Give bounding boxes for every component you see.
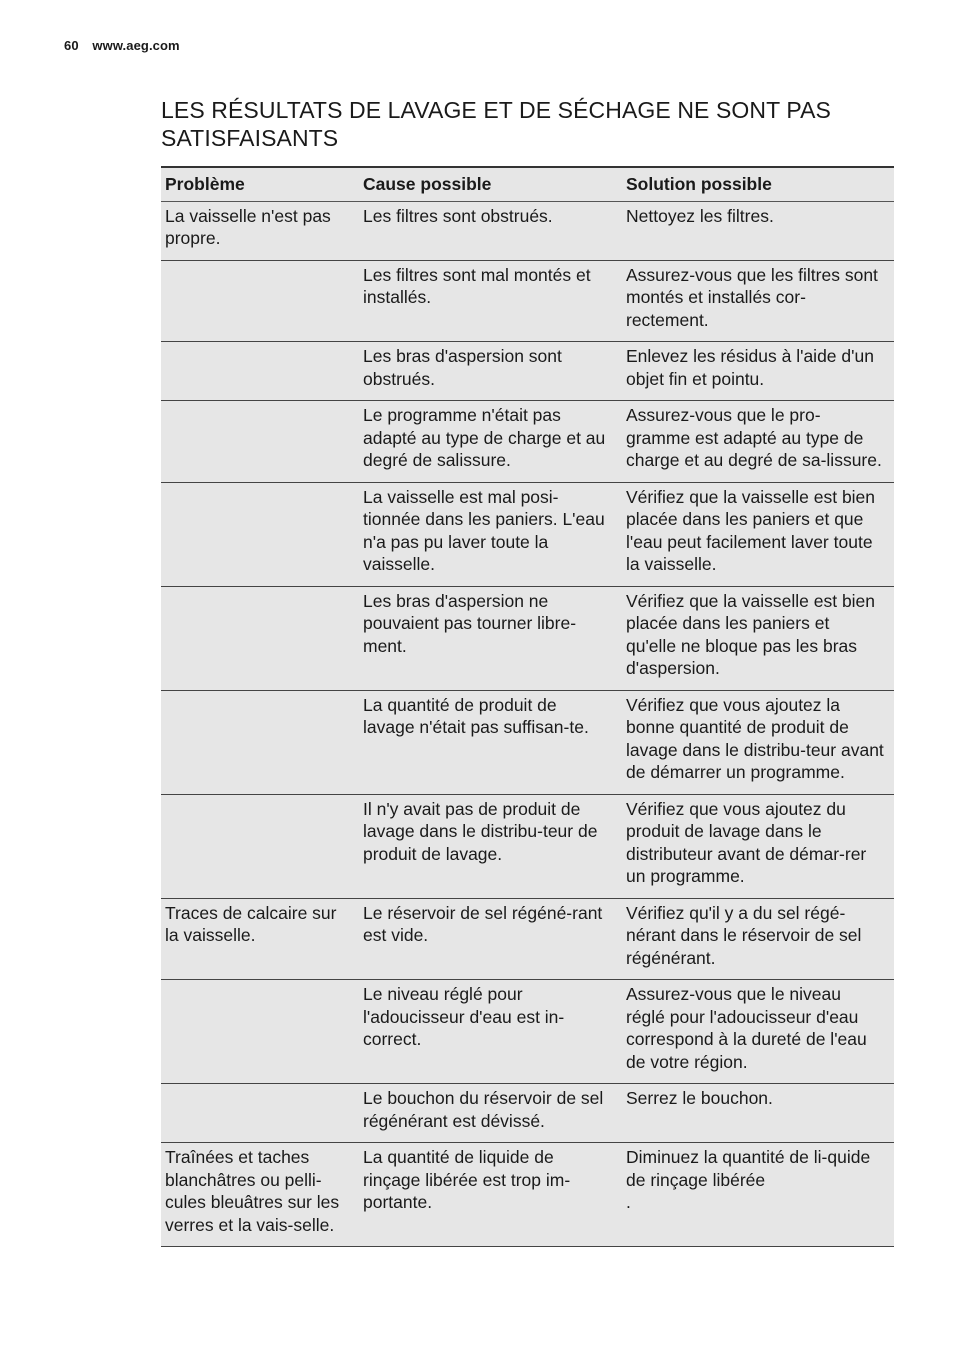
column-header-problem: Problème [161,167,359,201]
cell-cause: La vaisselle est mal posi-tionnée dans les paniers. L'eau n'a pas pu laver toute la vaisselle. [359,482,622,586]
cell-cause: Le réservoir de sel régéné-rant est vide. [359,898,622,980]
cell-problem [161,1084,359,1143]
table-row [161,690,894,794]
cell-cause: Les bras d'aspersion sont obstrués. [359,342,622,401]
table-row [161,586,894,690]
cell-problem: Traces de calcaire sur la vaisselle. [161,898,359,980]
table-row [161,342,894,401]
cell-cause: Les filtres sont mal montés et installés. [359,260,622,342]
cell-solution: Assurez-vous que le pro-gramme est adapté au type de charge et au degré de sa-lissure. [622,401,894,483]
cell-problem [161,794,359,898]
cell-problem: La vaisselle n'est pas propre. [161,201,359,260]
table-row [161,1143,894,1247]
cell-problem [161,342,359,401]
cell-solution: Assurez-vous que les filtres sont montés et installés cor-rectement. [622,260,894,342]
cell-problem [161,401,359,483]
cell-solution: Vérifiez que vous ajoutez la bonne quantité de produit de lavage dans le distribu-teur avant de démarrer un programme. [622,690,894,794]
cell-problem [161,586,359,690]
page-header [64,38,180,53]
cell-problem: Traînées et taches blanchâtres ou pelli-cules bleuâtres sur les verres et la vais-selle. [161,1143,359,1247]
table-row [161,794,894,898]
table-row [161,980,894,1084]
cell-cause: Le programme n'était pas adapté au type de charge et au degré de salissure. [359,401,622,483]
table-row [161,401,894,483]
cell-solution: Nettoyez les filtres. [622,201,894,260]
cell-problem [161,260,359,342]
table-header-row [161,167,894,201]
table-body [161,201,894,1247]
table-row [161,1084,894,1143]
cell-cause: Les filtres sont obstrués. [359,201,622,260]
table-row [161,898,894,980]
website-link[interactable]: www.aeg.com [92,38,180,53]
cell-solution: Serrez le bouchon. [622,1084,894,1143]
cell-solution: Assurez-vous que le niveau réglé pour l'adoucisseur d'eau correspond à la dureté de l'eau de votre région. [622,980,894,1084]
cell-solution: Diminuez la quantité de li-quide de rinçage libérée . [622,1143,894,1247]
cell-cause: La quantité de produit de lavage n'était pas suffisan-te. [359,690,622,794]
column-header-solution: Solution possible [622,167,894,201]
cell-solution: Vérifiez que la vaisselle est bien placée dans les paniers et que l'eau peut facilement laver toute la vaisselle. [622,482,894,586]
cell-problem [161,690,359,794]
table-row [161,201,894,260]
section-title: LES RÉSULTATS DE LAVAGE ET DE SÉCHAGE NE SONT PAS SATISFAISANTS [161,97,831,151]
cell-cause: Les bras d'aspersion ne pouvaient pas tourner libre-ment. [359,586,622,690]
cell-solution: Vérifiez qu'il y a du sel régé-nérant dans le réservoir de sel régénérant. [622,898,894,980]
troubleshooting-table [161,166,894,1247]
table-row [161,482,894,586]
cell-problem [161,482,359,586]
cell-cause: La quantité de liquide de rinçage libérée est trop im-portante. [359,1143,622,1247]
cell-cause: Le niveau réglé pour l'adoucisseur d'eau est in-correct. [359,980,622,1084]
cell-solution: Vérifiez que vous ajoutez du produit de lavage dans le distributeur avant de démar-rer un programme. [622,794,894,898]
cell-solution: Enlevez les résidus à l'aide d'un objet fin et pointu. [622,342,894,401]
cell-cause: Le bouchon du réservoir de sel régénérant est dévissé. [359,1084,622,1143]
troubleshooting-table-container [161,166,894,1247]
column-header-cause: Cause possible [359,167,622,201]
page-number: 60 [64,38,79,53]
cell-problem [161,980,359,1084]
table-row [161,260,894,342]
cell-cause: Il n'y avait pas de produit de lavage dans le distribu-teur de produit de lavage. [359,794,622,898]
cell-solution: Vérifiez que la vaisselle est bien placée dans les paniers et qu'elle ne bloque pas les bras d'aspersion. [622,586,894,690]
